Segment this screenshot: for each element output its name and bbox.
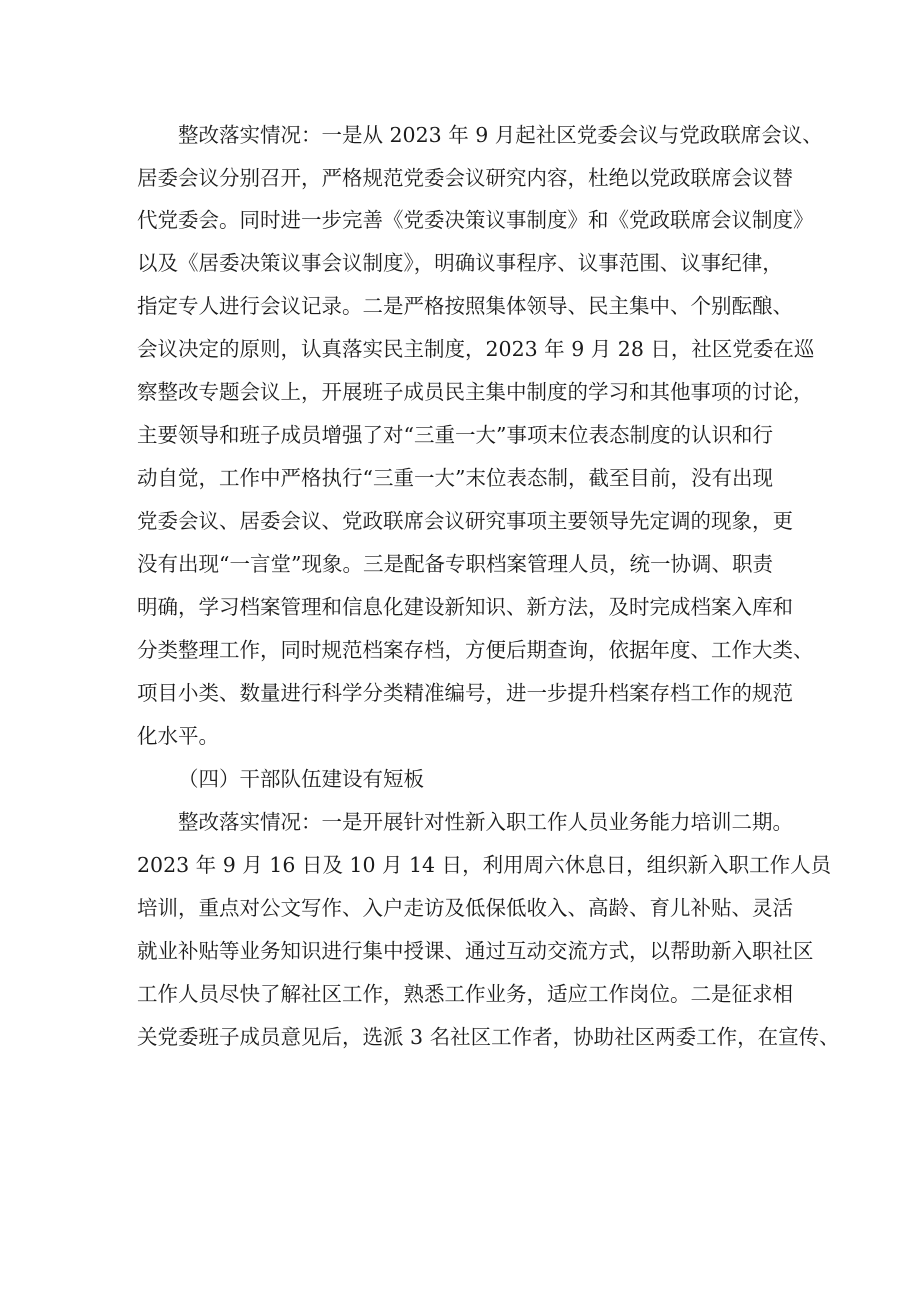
paragraph-1-line-1: 整改落实情况：一是从 2023 年 9 月起社区党委会议与党政联席会议、: [178, 123, 823, 147]
paragraph-1-line-12: 明确，学习档案管理和信息化建设新知识、新方法，及时完成档案入库和: [137, 595, 793, 619]
paragraph-2-line-4: 就业补贴等业务知识进行集中授课、通过互动交流方式，以帮助新入职社区: [137, 939, 814, 963]
paragraph-1-line-13: 分类整理工作，同时规范档案存档，方便后期查询，依据年度、工作大类、: [137, 638, 814, 662]
paragraph-2-line-3: 培训，重点对公文写作、入户走访及低保低收入、高龄、育儿补贴、灵活: [137, 896, 793, 920]
section-heading: （四）干部队伍建设有短板: [178, 767, 424, 791]
paragraph-1-line-10: 党委会议、居委会议、党政联席会议研究事项主要领导先定调的现象，更: [137, 509, 793, 533]
paragraph-1-line-5: 指定专人进行会议记录。二是严格按照集体领导、民主集中、个别酝酿、: [137, 294, 793, 318]
paragraph-2-line-6: 关党委班子成员意见后，选派 3 名社区工作者，协助社区两委工作，在宣传、: [137, 1025, 840, 1049]
paragraph-1-line-9: 动自觉，工作中严格执行“三重一大”末位表态制，截至目前，没有出现: [137, 466, 773, 490]
paragraph-1-line-8: 主要领导和班子成员增强了对“三重一大”事项末位表态制度的认识和行: [137, 423, 773, 447]
paragraph-1-line-14: 项目小类、数量进行科学分类精准编号，进一步提升档案存档工作的规范: [137, 681, 793, 705]
paragraph-1-line-4: 以及《居委决策议事会议制度》，明确议事程序、议事范围、议事纪律，: [137, 251, 783, 275]
paragraph-1-line-3: 代党委会。同时进一步完善《党委决策议事制度》和《党政联席会议制度》: [137, 208, 814, 232]
paragraph-2-line-5: 工作人员尽快了解社区工作，熟悉工作业务，适应工作岗位。二是征求相: [137, 982, 793, 1006]
paragraph-1-line-2: 居委会议分别召开，严格规范党委会议研究内容，杜绝以党政联席会议替: [137, 166, 793, 190]
paragraph-1-line-7: 察整改专题会议上，开展班子成员民主集中制度的学习和其他事项的讨论，: [137, 380, 814, 404]
paragraph-1-line-6: 会议决定的原则，认真落实民主制度，2023 年 9 月 28 日，社区党委在巡: [137, 337, 815, 361]
paragraph-2-line-2: 2023 年 9 月 16 日及 10 月 14 日，利用周六休息日，组织新入职工作人员: [137, 853, 832, 877]
paragraph-2-line-1: 整改落实情况：一是开展针对性新入职工作人员业务能力培训二期。: [178, 810, 793, 834]
paragraph-1-line-15: 化水平。: [137, 724, 219, 748]
paragraph-1-line-11: 没有出现“一言堂”现象。三是配备专职档案管理人员，统一协调、职责: [137, 552, 773, 576]
